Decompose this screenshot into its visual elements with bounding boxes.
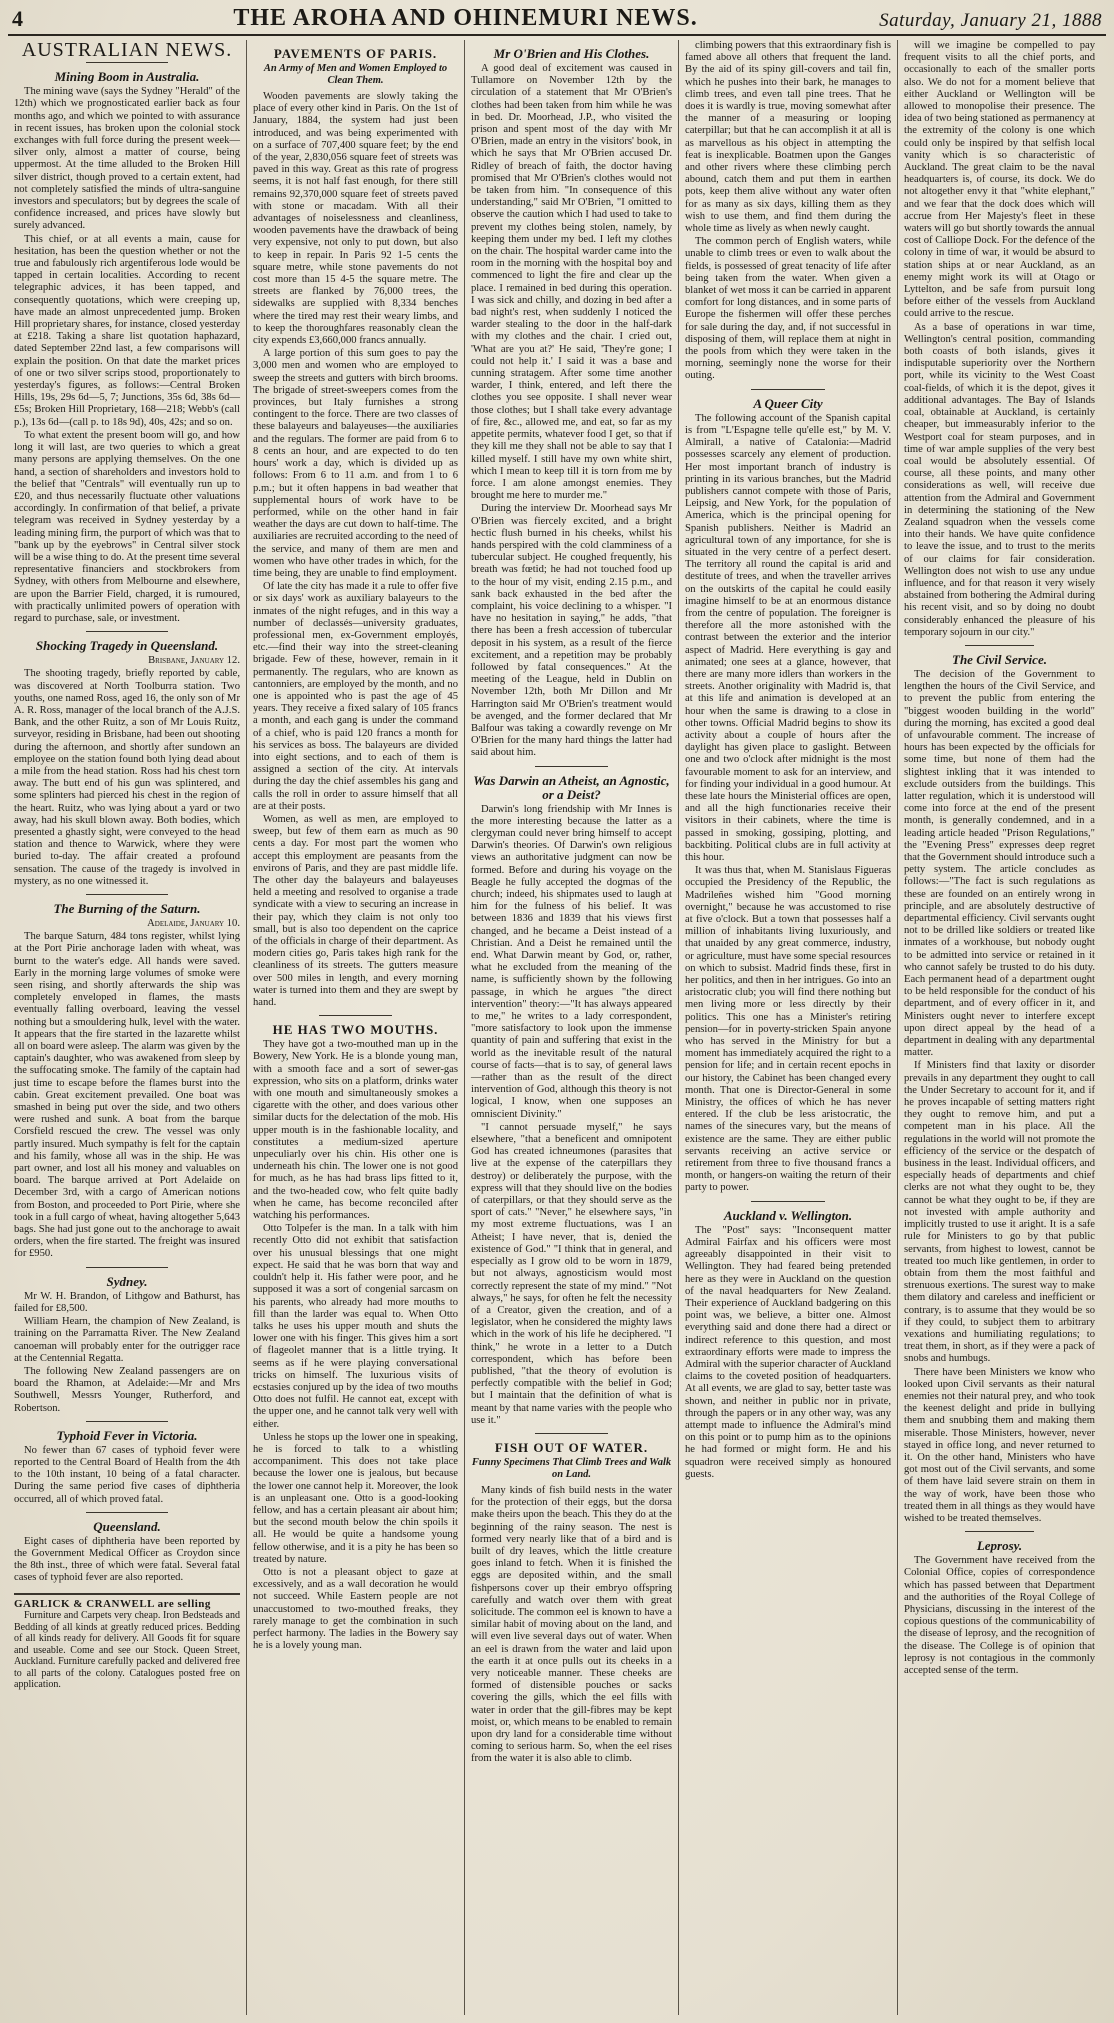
headline-auckland-wellington: Auckland v. Wellington. xyxy=(723,1207,853,1223)
article-paragraph: The following account of the Spanish capital is from "L'Espagne telle qu'elle est," by M. V. Almirall, a native of Catalonia:—Madrid possesses scarcely any element of production. Her most important branch of industry is printing in its various branches, but the Madrid publishers cannot compete with those of Paris, Leipsig, and New York, for the population of America, which is the principal opening for Spanish publishers. Neither is Madrid an agricultural town of any importance, for she is situated in the very centre of a perfect desert. The territory all round the capital is arid and destitute of trees, and when the traveller arrives on the outskirts of the capital he could easily imagine himself to be at an enormous distance from the centre of population. The foreigner is therefore all the more astonished with the contrast between the exterior and the interior aspect of Madrid. Here everything is gay and animated; one sees at a glance, however, that there are many more idlers than workers in the streets. Another originality with Madrid is, that at this life and animation is developed at an hour when the same is drawing to a close in other towns. Official Madrid begins to show its activity about a couple of hours after the daylight has given place to gaslight. Between one and two o'clock after midnight is the most favourable moment to ask for an interview, and for finding your individual in a good humour. At these late hours the Ministerial offices are open, and all the high functionaries receive their visitors in their cabinets, where the time is passed in smoking, gossiping, plotting, and backbiting. Political clubs are in full activity at this hour. xyxy=(685,412,891,863)
article-paragraph: This chief, or at all events a main, cause for hesitation, has been the question whether or not the true and fabulously rich argentiferous lode would be tapped in certain localities. According to recent telegraphic advices, it has been tapped, and consequently quotations, which were creeping up, have made an almost unprecedented jump. Broken Hill proprietary shares, for instance, closed yesterday at £218. Taking a share list quotation haphazard, dated September 22nd last, a few comparisons will explain the position. On that date the market prices of one or two silver scrips stood, proportionately to yesterday's figures, as follows:—Central Broken Hills, 19s, 29s 6d—5, 7; Junctions, 35s 6d, 38s 6d—£5s; Broken Hill Proprietary, 168—218; Webb's (call p.), 13s 6d—(call p. to 18s 9d), 40s, 42s; and so on. xyxy=(14,233,240,428)
headline-burning-saturn: The Burning of the Saturn. xyxy=(53,901,201,916)
headline-fish-out-of-water: FISH OUT OF WATER. xyxy=(494,1439,649,1455)
subheadline-army-of-men: An Army of Men and Women Employed to Clean Them. xyxy=(263,63,448,86)
article-paragraph: Otto is not a pleasant object to gaze at excessively, and as a wall decoration he would not succeed. While Eastern people are not unaccustomed to two-mouthed freaks, they rarely manage to get the combination in such perfect harmony. The ladies in the Bowery say he is a lovely young man. xyxy=(253,1566,458,1652)
advert-text: Furniture and Carpets very cheap. Iron Bedsteads and Bedding of all kinds at greatly reduced prices. Bedding of all kinds ready for delivery. All Goods fit for square and useable. Come and see our Stock. Queen Street, Auckland. Furniture carefully packed and delivered free to all parts of the colony. Catalogues posted free on application. xyxy=(14,1610,240,1691)
issue-date: Saturday, January 21, 1888 xyxy=(879,10,1102,31)
columns xyxy=(8,40,1106,2015)
headline-pavements-of-paris: PAVEMENTS OF PARIS. xyxy=(273,46,438,61)
masthead xyxy=(8,6,1106,36)
article-paragraph: During the interview Dr. Moorhead says Mr O'Brien was fiercely excited, and a bright hectic flush burned in his cheeks, whilst his hands perspired with the cold clamminess of a tubercular subject. He coughed frequently, his breath was fœtid; he had not touched food up to the hour of my visit, ending 2.15 p.m., and sank back exhausted in the bed after the complaint, his voice declining to a whisper. "I have no hesitation in saying," he adds, "that there has been a fresh accession of tubercular deposit in his system, as a result of the fierce excitement, and a repetition may be probably followed by fatal consequences." At the meeting of the League, held in Dublin on November 12th, both Mr Dillon and Mr Harrington said Mr O'Brien's treatment would be avenged, and the former declared that Mr Balfour was taking a cowardly revenge on Mr O'Brien for the many hard things the latter had said about him. xyxy=(471,503,672,759)
article-paragraph: Women, as well as men, are employed to sweep, but few of them earn as much as 90 cents a day. For most part the women who accept this employment are peasants from the environs of Paris, and they are past middle life. The other day the balayeurs and balayeuses held a meeting and resolved to organise a trade syndicate with a view to securing an increase in their pay, which they claim is not only too small, but is also too dependent on the caprice of the officials in charge of their department. As modern cities go, Paris takes high rank for the cleanliness of its streets. The gutters measure over 500 miles in length, and every morning water is turned into them and they are swept by hand. xyxy=(253,813,458,1009)
divider xyxy=(751,1201,825,1202)
article-paragraph: There have been Ministers we know who looked upon Civil servants as their natural enemies not their natural prey, and who took the keenest delight and pride in bullying them and snubbing them and making them miserable. Those Ministers, however, never stayed in office long, and never returned to it. On the other hand, Ministers who have got most out of the Civil servants, and some of them have laid severe strain on them in the way of work, have been those who treated them in all things as they would have wished to be treated themselves. xyxy=(904,1366,1095,1524)
article-paragraph: No fewer than 67 cases of typhoid fever were reported to the Central Board of Health from the 4th to the 10th instant, 10 being of a fatal character. During the same period five cases of diphtheria occurred, all of which proved fatal. xyxy=(14,1444,240,1505)
article-paragraph: Mr W. H. Brandon, of Lithgow and Bathurst, has failed for £8,500. xyxy=(14,1290,240,1314)
dateline: Brisbane, January 12. xyxy=(148,655,240,667)
dateline: Adelaide, January 10. xyxy=(147,918,240,929)
headline-darwin-atheist: Was Darwin an Atheist, an Agnostic, or a Deist? xyxy=(473,772,670,802)
headline-shocking-tragedy: Shocking Tragedy in Queensland. xyxy=(35,638,219,654)
headline-queensland: Queensland. xyxy=(93,1518,161,1534)
headline-civil-service: The Civil Service. xyxy=(952,651,1047,667)
headline-two-mouths: HE HAS TWO MOUTHS. xyxy=(272,1022,439,1038)
article-paragraph: The common perch of English waters, while unable to climb trees or even to walk about the fields, is possessed of great tenacity of life after being taken from the water. When given a blanket of wet moss it can be carried in apparent comfort for long distances, and in some parts of Europe the fishermen will offer these perches for sale during the day, and, if not successful in disposing of them, will replace them at night in the pools from which they were taken in the morning, seemingly none the worse for their outing. xyxy=(685,236,891,382)
paper-name: THE AROHA AND OHINEMURI NEWS. xyxy=(233,5,698,31)
column-5 xyxy=(898,40,1101,2015)
column-4 xyxy=(679,40,898,2015)
article-paragraph: The mining wave (says the Sydney "Herald" of the 12th) which we prognosticated earlier back as four months ago, and which we pointed to with assurance in recent issues, has broken upon the colonial stock exchanges with full force during the present week—silver only, almost a matter of course, being uppermost. At the time alluded to the Broken Hill silver district, though proved to a certain extent, had not completely satisfied the minds of ultra-sanguine investors and speculators; but by degrees the scale of confidence increased, and prices have slowly but surely advanced. xyxy=(14,86,240,232)
article-paragraph: If Ministers find that laxity or disorder prevails in any department they ought to call the Under Secretary to account for it, and if he proves incapable of setting matters right they ought to remove him, and put a competent man in his place. All the regulations in the world will not promote the efficiency of the service or the despatch of business in the least. Individual officers, and especially heads of departments and chief clerks are not what they ought to be, they cannot be what they ought to be, if they are not invested with ample authority and implicitly trusted to use it aright. It is a safe rule for Ministers to go by that public servants, from highest to lowest, cannot be treated too much like gentlemen, in order to obtain from them the most faithful and strenuous exertions. The surest way to make them dilatory and careless and inefficient or contrary, is to assume that they would be so if they could, to subject them to arbitrary vexations and humiliating regulations; to treat them, in short, as if they were a pack of snobs and humbugs. xyxy=(904,1060,1095,1365)
article-paragraph: Unless he stops up the lower one in speaking, he is forced to talk to a whistling accompaniment. This does not take place because the lower one is jealous, but because the lower one cannot help it. Moreover, the look is an unpleasant one. Otto is a good-looking fellow, and has a certain pleasant air about him; but the second mouth below the chin spoils it all. He would be quite a handsome young fellow otherwise, and it is a pity he has been so treated by nature. xyxy=(253,1431,458,1565)
headline-queer-city: A Queer City xyxy=(753,395,823,411)
article-paragraph: A good deal of excitement was caused in Tullamore on November 12th by the circulation of a statement that Mr O'Brien's clothes had been taken from him while he was in bed. Dr. Moorhead, J.P., who visited the prison and spent most of the day with Mr O'Brien, made an entry in the visitors' book, in which he says that Mr O'Brien accused Dr. Ridley of breach of faith, the doctor having promised that Mr O'Brien's clothes would not be taken from him. "In consequence of this understanding," said Mr O'Brien, "I omitted to observe the caution which I had used to take to prevent my clothes being stolen, namely, by keeping them under my bed. I left my clothes on the chair. The hospital warder came into the room in the morning with the hospital boy and commenced to light the fire and clear up the place. I remained in bed during this operation. I was sick and chilly, and dozing in bed after a bad night's rest, when suddenly I noticed the warder stealing to the door in the half-dark with my clothes and the chair. I cried out, 'What are you at?' He said, 'They're gone; I could not help it.' I said it was a base and cunning stratagem. After some time another warder, I think, entered, and left there the clothes you see opposite. I shall never wear those clothes; but I shall take every advantage of fire, &c., allowed me, and eat, so far as my appetite permits, whatever food I get, so that if they kill me they shall not be able to say that I killed myself. I still have my own white shirt, which I mean to keep till it is torn from me by force. I am alone amongst enemies. They brought me here to murder me." xyxy=(471,63,672,502)
article-paragraph: The shooting tragedy, briefly reported by cable, was discovered at North Toolburra station. Two youths, one named Ross, aged 16, the only son of Mr A. R. Ross, manager of the local branch of the A.J.S. Bank, and the other Ruitz, a son of Mr Louis Ruitz, surveyor, residing in Brisbane, had been out shooting during the afternoon, and shortly after sundown an employee on the station found both lying dead about a mile from the head station. Ross had his chest torn away. The butt end of his gun was splintered, and some splinters had pierced his chest in the region of the heart. Ruitz, who was lying about a yard or two away, had his skull blown away. Both bodies, which presented a ghastly sight, were conveyed to the head station and thence to Warwick, where they were buried to-day. The affair created a profound sensation. The cause of the tragedy is involved in mystery, as no one witnessed it. xyxy=(14,668,240,887)
divider xyxy=(86,631,167,632)
article-paragraph: As a base of operations in war time, Wellington's central position, commanding both coasts of both islands, gives it indisputable superiority over the Northern port, while its vicinity to the West Coast coal-fields, of which it is the depot, gives it additional advantages. The Bay of Islands coal, obtainable at Auckland, is certainly cheaper, but immeasurably inferior to the Westport coal for steam purposes, and in time of war ample supplies of the very best coal would be absolutely essential. Of course, all these points, and many other considerations as well, will receive due attention from the Admiral and Government in determining the stationing of the New Zealand squadron when the vessels come into their hands. We have quite confidence to leave the issue, and to trust to the merits of our claims for fair consideration. Wellington does not wish to use any undue influence, and for that reason it very wisely abstained from bothering the Admiral during his recent visit, and so by doing no doubt considerably enhanced the pleasure of his temporary sojourn in our city." xyxy=(904,321,1095,638)
divider xyxy=(86,1421,167,1422)
section-title-australian-news: AUSTRALIAN NEWS. xyxy=(21,40,233,61)
column-3 xyxy=(465,40,679,2015)
article-paragraph: The Government have received from the Colonial Office, copies of correspondence which has passed between that Department and the authorities of the Royal College of Physicians, discussing in the interest of the copious questions of the communicability of the disease of leprosy, and the recognition of the disease. The College is of opinion that leprosy is not contagious in the commonly accepted sense of the term. xyxy=(904,1555,1095,1676)
advert-heading: GARLICK & CRANWELL are selling xyxy=(14,1597,211,1610)
article-paragraph: will we imagine be compelled to pay frequent visits to all the chief ports, and occasionally to each of the smaller ports also. We do not for a moment believe that either Auckland or Wellington will be allowed to monopolise their presence. The idea of two being stationed as permanency at the extremity of the colony is one which could only be inspired by that selfish local vanity which is so characteristic of Auckland. The great claim to be the naval headquarters is, of course, its dock. We do not altogether envy it that "white elephant," and we fear that the dock does which will accrue from Her Majesty's fleet in these waters will go but shortly towards the annual cost of Calliope Dock. For the defence of the colony in time of war, it would be absurd to station ships at or near Auckland, as an enemy might work its will at Otago or Lyttelton, and be safe from pursuit long before either of the vessels from Auckland could arrive to the rescue. xyxy=(904,40,1095,320)
divider xyxy=(965,1531,1034,1532)
article-paragraph: A large portion of this sum goes to pay the 3,000 men and women who are employed to sweep the streets and gutters with birch brooms. The brigade of street-sweepers comes from the provinces, but Italy furnishes a strong contingent to the force. There are two classes of these balayeurs and balayeuses—the auxiliaries and the regulars. The former are paid from 6 to 8 cents an hour, and are expected to do ten hours' work a day, which is divided up as follows: From 6 to 11 a.m. and from 1 to 6 p.m.; but it often happens in bad weather that supplemental hours of work have to be performed, while on the other hand in fair weather the days are cut down to half-time. The auxiliaries are recruited according to the need of the service, and many of them are men and women who have other trades in which, for the time being, they are unable to find employment. xyxy=(253,348,459,579)
article-paragraph: Darwin's long friendship with Mr Innes is the more interesting because the latter as a clergyman could never bring himself to accept Darwin's theories. Of Darwin's own religious views an authoritative judgment can now be formed. Before and during his voyage on the Beagle he fully accepted the dogmas of the church; indeed, his shipmates used to laugh at him for the fulness of his belief. It was between 1836 and 1839 that his views first changed, and he became a Deist instead of a Christian. And a Deist he remained until the end. What Darwin meant by God, or, rather, what he excluded from the meaning of the name, is sufficiently shown by the following passage, in which he argues "the direct intervention" theory:—"It has always appeared to me," he writes to a lady correspondent, "more satisfactory to look upon the immense quantity of pain and suffering that exist in the world as the inevitable result of the natural course of facts—that is to say, of general laws—rather than as the result of the direct intervention of God, although this theory is not logical, I know, when one supposes an omniscient Divinity." xyxy=(471,803,672,1120)
subheadline-funny-specimens: Funny Specimens That Climb Trees and Walk on Land. xyxy=(471,1456,672,1480)
article-paragraph: The barque Saturn, 484 tons register, whilst lying at the Port Pirie anchorage laden with wheat, was burnt to the water's edge. All hands were saved. Early in the morning large volumes of smoke were seen rising, and shortly afterwards the ship was completely enveloped in flames, the masts eventually falling overboard, leaving the vessel nothing but a smouldering hulk, level with the water. It appears that the fire started in the lazarette whilst all on board were asleep. The alarm was given by the captain's daughter, who was awakened from sleep by the suffocating smoke. The family of the captain had just time to escape before the flames burst into the cabin. Great excitement prevailed. One boat was smashed in being put over the side, and two others were rushed and sunk. A boat from the barque Corsfield rescued the crew. The vessel was only partly insured. Much sympathy is felt for the captain and his family, whose all was in the ship. He was part owner, and lost all his money and valuables on board. The barque arrived at Port Adelaide on December 3rd, with a cargo of American notions from Boston, and proceeded to Port Pirie, where she took in a full cargo of wheat, having altogether 5,643 bags. She had just gone out to the anchorage to await orders, when the fire started. The freight was insured for £950. xyxy=(14,931,240,1260)
article-paragraph: They have got a two-mouthed man up in the Bowery, New York. He is a blonde young man, with a smooth face and a sort of sewer-gas expression, who sits on a platform, drinks water with one mouth and simultaneously smokes a cigarette with the other, and does various other similar ducts for the delectation of the mob. His upper mouth is in the fashionable locality, and constitutes a medium-sized aperture unpeculiarly over his chin. His other one is underneath his chin. The lower one is not good for much, as he has had brass lips fitted to it, and the two-headed cow, who felt quite badly when he came, has become reconciled after watching his performances. xyxy=(253,1039,458,1222)
article-paragraph: Many kinds of fish build nests in the water for the protection of their eggs, but the dorsa make theirs upon the beach. This they do at the beginning of the rainy season. The nest is formed very nearly like that of a bird and is built of dry leaves, which the little creature goes inland to fetch. When it is finished the eggs are deposited within, and the small fishpersons cover up their embryo offspring carefully and watch over them with great solicitude. The common eel is known to have a similar habit of moving about on the land, and will even live several days out of water. When an eel is drawn from the water and laid upon the earth it at once pulls out its cheeks in a very noticeable manner. These cheeks are formed of distensible pouches or sacks covering the gills, which the eel fills with water in order that the gill-fibres may be kept moist, or, which means to be enabled to remain upon dry land for a considerable time without coming to serious harm. So, when the eel rises from the water it is also able to climb. xyxy=(471,1484,672,1765)
headline-sydney: Sydney. xyxy=(106,1273,148,1289)
article-paragraph: Eight cases of diphtheria have been reported by the Government Medical Officer as Croydon since the 8th inst., three of which were fatal. Several fatal cases of typhoid fever are also reported. xyxy=(14,1535,240,1584)
page-number: 4 xyxy=(12,6,23,31)
article-paragraph: The "Post" says: "Inconsequent matter Admiral Fairfax and his officers were most agreeably disappointed in their visit to Wellington. They had feared being pretended here as they were in Auckland on the question of the naval headquarters for New Zealand. Their experience of Auckland badgering on this point was, we believe, a bitter one. Almost everything said and done there had a direct or indirect reference to this question, and most extraordinary efforts were made to impress the Admiral with the superior character of Auckland claims to the coveted position of headquarters. At all events, we are glad to say, better taste was shown, and neither in public nor in private, through the papers or in any other way, was any attempt made to influence the Admiral's mind on this point or to pump him as to the opinions he had formed or might form. He and his squadron were received simply as honoured guests. xyxy=(685,1224,891,1480)
article-paragraph: The following New Zealand passengers are on board the Rhamon, at Adelaide:—Mr and Mrs Southwell, Messrs Younger, Rutherford, and Robertson. xyxy=(14,1365,240,1414)
article-paragraph: William Hearn, the champion of New Zealand, is training on the Parramatta River. The New Zealand canoeman will probably enter for the outrigger race at the Centennial Regatta. xyxy=(14,1316,240,1364)
article-paragraph: climbing powers that this extraordinary fish is famed above all others that frequent the land. By the aid of its spiny gill-covers and tail fin, which he pushes into their bark, he manages to climb trees, and even tall pine trees. That he does it is wardly is true, moving somewhat after the manner of a measuring or looping caterpillar; but that he can accomplish it at all is as marvellous as his object in attempting the feat is inexplicable. Boatmen upon the Ganges and other rivers where these climbing perch abound, catch them and put them in earthen pots, keep them alive without any water often for as many as six days, killing them as they wish to use them, and find them during the whole time as lively as when newly caught. xyxy=(685,40,891,235)
article-paragraph: Otto Tolpefer is the man. In a talk with him recently Otto did not exhibit that satisfaction over his unusual blessings that one might expect. He said that he was born that way and couldn't help it. His father were poor, and he supposed it was a sort of congenial sarcasm on his parents, who already had more mouths to fill than the larder was equal to. When Otto talks he uses his upper mouth and shuts the lower one with his finger. This gives him a sort of flageolet manner that is a little trying. It seems as if he were playing conversational tricks on himself. The luxurious visits of ecstasies conjured up by the idea of two mouths Otto does not fulfil. He cannot eat, except with the upper one, and he cannot talk very well with either. xyxy=(253,1223,458,1430)
headline-mining-boom: Mining Boom in Australia. xyxy=(54,69,200,85)
divider xyxy=(535,766,607,767)
article-paragraph: Wooden pavements are slowly taking the place of every other kind in Paris. On the 1st of January, 1884, the system had just been introduced, and was being experimented with on a surface of 707,400 square feet; by the end of the year, 2,830,056 square feet of streets was paved in this way. Great as this rate of progress seems, it is not half fast enough, for there still remains 92,370,000 square feet of streets paved with stone or macadam. With all their advantages of noiselessness and cleanliness, wooden pavements have the drawback of being very expensive, not only to put down, but also to keep in repair. In Paris 92 1-5 cents the square metre, while stone pavements do not cost more than 15 4-5 the square metre. The streets are flanked by 76,000 trees, the sidewalks are supplied with 8,334 benches where the tired may rest their weary limbs, and to keep the thoroughfares reasonably clean the city expends £3,660,000 francs annually. xyxy=(253,91,458,347)
headline-typhoid-fever: Typhoid Fever in Victoria. xyxy=(56,1427,198,1443)
article-paragraph: Of late the city has made it a rule to offer five or six days' work as auxiliary balayeurs to the inmates of the night refuges, and in this way a number of declassés—university graduates, professional men, ex-Government employés, etc.—find their way into the street-cleaning brigade. Few of these, however, remain in it permanently. The regulars, who are known as cantonniers, are employed by the month, and no one is appointed who is past the age of 45 years. They receive a fixed salary of 105 francs a month, and each gang is under the command of a chief, who is paid 120 francs a month for his services as boss. The balayeurs are divided into eight sections, and to each of them is assigned a section of the city. At intervals during the day the chief assembles his gang and calls the roll in order to assure himself that all are at their posts. xyxy=(253,581,458,812)
article-paragraph: "I cannot persuade myself," he says elsewhere, "that a beneficent and omnipotent God has created ichneumones (parasites that live at the expense of the caterpillars they destroy) or deliberately the purpose, with the express will that they should live on the bodies of caterpillars, or that they should serve as the sport of cats." "Never," he elsewhere says, "in my most extreme fluctuations, was I an Atheist; I have never, that is, denied the existence of God." "I think that in general, and especially as I grow old to be worn in 1879, but not always, agnosticism would most correctly represent the state of my mind." "Not always," he says, for often he felt the necessity of a Creator, given the creation, and of a legislator, when he considered the mighty laws which in the work of his life he deciphered. "I think," he wrote in a letter to a Dutch correspondent, which has before been published, "that the theory of evolution is perfectly compatible with the belief in God; but I maintain that the definition of what is meant by that name varies with the people who use it." xyxy=(471,1121,672,1426)
advertisement xyxy=(14,1593,240,1691)
article-paragraph: To what extent the present boom will go, and how long it will last, are two queries to which a great many persons are applying themselves. On the one hand, a section of shareholders and investors hold to the belief that "Centrals" will eventually run up to £20, and thus necessarily fluctuate other valuations accordingly. In confirmation of that belief, a private telegram was received in Sydney yesterday by a leading mining firm, the purport of which was that to "bank up by the eyebrows" in Central silver stock will be a wise thing to do. At the present time several representative financiers and stockbrokers from Sydney, with others from Melbourne and elsewhere, are upon the Barrier Field, charged, it is rumoured, with practically unlimited powers of operation with regard to purchase, sale, or investment. xyxy=(14,429,240,624)
divider xyxy=(965,645,1034,646)
headline-leprosy: Leprosy. xyxy=(976,1538,1023,1554)
divider xyxy=(535,1433,607,1434)
article-paragraph: It was thus that, when M. Stanislaus Figueras occupied the Presidency of the Republic, the Madrileñes wished him "Good morning overnight," because he was accustomed to rise at five o'clock. But a town that possesses half a million of inhabitants living luxuriously, and that unaided by any great commerce, industry, or agriculture, must have some special resources on which to subsist. Madrid finds these, first in her politics, and then in her intrigues. Go into an aristocratic club; you will find there nothing but men living more or less directly by their politics. This one has a Minister's retiring pension—for in poverty-stricken Spain anyone who has served in the Ministry for but a moment has immediately acquired the right to a pension for life; and in certain recent epochs in our history, the Cabinet has been changed every month. That one is Director-General in some Ministry, the offices of which he has never entered. If the club be less aristocratic, the names of the sinecures vary, but the means of existence are the same. They are either public servants receiving an active service or retirement from three to five thousand francs a month, or hangers-on waiting the return of their party to power. xyxy=(685,865,891,1194)
divider xyxy=(86,62,167,63)
column-2 xyxy=(247,40,465,2015)
column-1 xyxy=(8,40,247,2015)
divider xyxy=(319,1015,393,1016)
article-paragraph: The decision of the Government to lengthen the hours of the Civil Service, and to prevent the public from entering the "biggest wooden building in the world" during the morning, has excited a good deal of unfavourable comment. The increase of hours has been expected by the officials for some time, but none of them had the slightest inkling that it was intended to exclude outsiders from the buildings. This latter regulation, which it is understood will come into force at the end of the present month, is generally condemned, and in a leading article headed "Prison Regulations," the "Evening Press" expresses deep regret that the Government should introduce such a petty system. The article concludes as follows:—"The fact is such regulations as these are founded on an entirely wrong in principle, and are absolutely destructive of departmental efficiency. Civil servants ought not to be drilled like soldiers or treated like inmates of a workhouse, but nobody ought to be admitted into service or retained in it who cannot safely be trusted to do his duty. Each permanent head of a department ought to be held responsible for the conduct of his department, and of every officer in it, and Ministers ought never to interfere except upon direct appeal by the head of a department in dealing with any departmental matter. xyxy=(904,668,1095,1059)
divider xyxy=(86,1512,167,1513)
headline-obrien-clothes: Mr O'Brien and His Clothes. xyxy=(493,46,650,61)
divider xyxy=(751,389,825,390)
divider xyxy=(86,1267,167,1268)
divider xyxy=(86,894,167,895)
